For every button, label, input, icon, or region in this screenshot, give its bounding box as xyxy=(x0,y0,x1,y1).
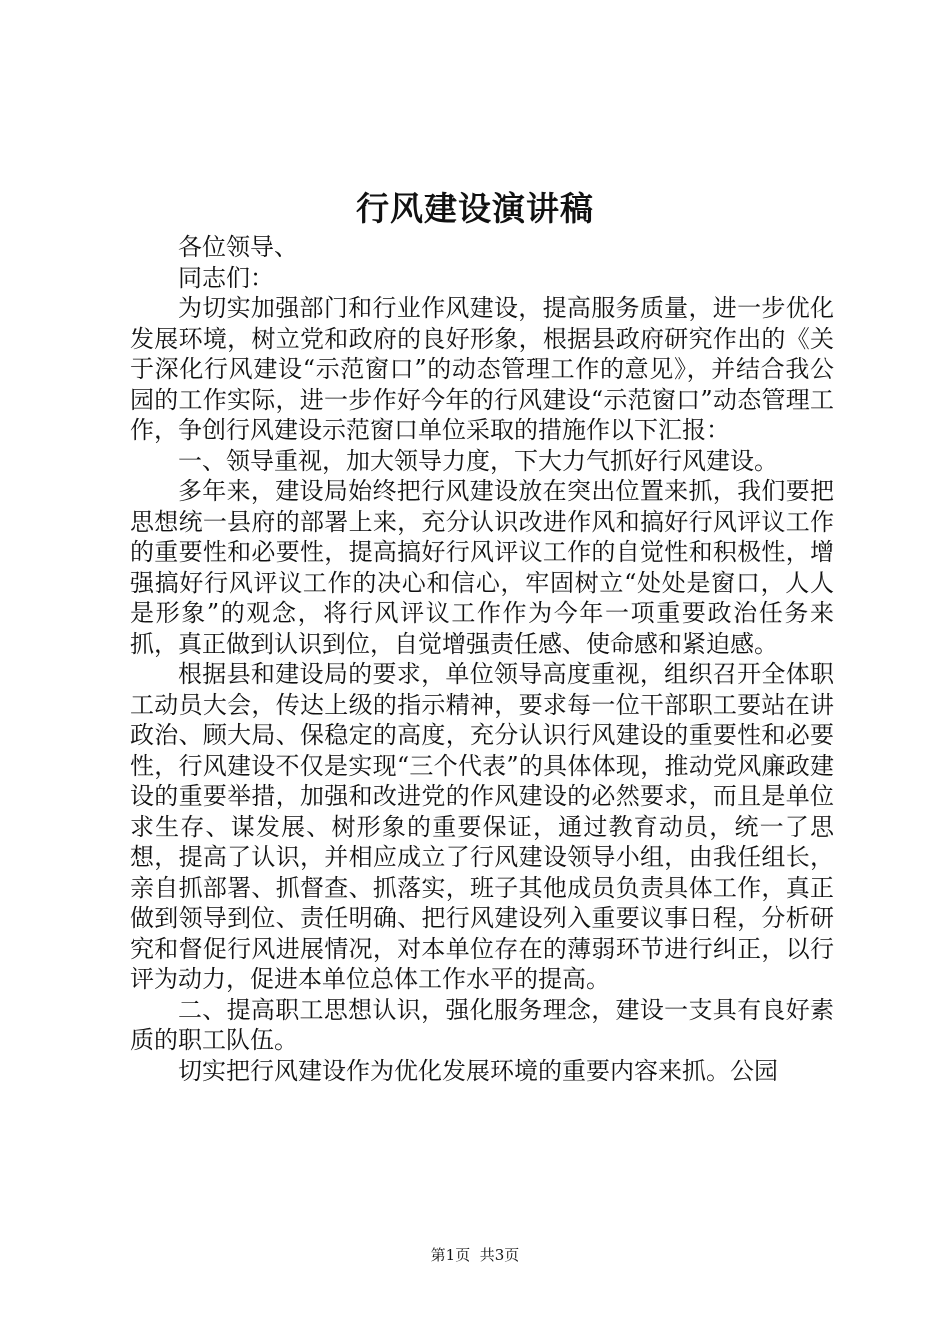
document-title: 行风建设演讲稿 xyxy=(356,189,594,228)
body-paragraph: 多年来，建设局始终把行风建设放在突出位置来抓，我们要把思想统一县府的部署上来，充分认识改进作风和搞好行风评议工作的重要性和必要性，提高搞好行风评议工作的自觉性和积极性，增强搞好行风评议工作的决心和信心，牢固树立“处处是窗口，人人是形象”的观念，将行风评议工作作为今年一项重要政治任务来抓，真正做到认识到位，自觉增强责任感、使命感和紧迫感。 xyxy=(130,477,834,658)
section-heading: 一、领导重视，加大领导力度，下大力气抓好行风建设。 xyxy=(178,446,778,475)
body-paragraph: 为切实加强部门和行业作风建设，提高服务质量，进一步优化发展环境，树立党和政府的良好形象，根据县政府研究作出的《关于深化行风建设“示范窗口”的动态管理工作的意见》，并结合我公园的工作实际，进一步作好今年的行风建设“示范窗口”动态管理工作，争创行风建设示范窗口单位采取的措施作以下汇报： xyxy=(130,294,834,444)
salutation-line: 同志们： xyxy=(178,263,274,292)
body-paragraph: 切实把行风建设作为优化发展环境的重要内容来抓。公园 xyxy=(178,1056,778,1085)
page-number: 第1页 xyxy=(430,1246,471,1264)
page-total: 共3页 xyxy=(479,1246,520,1264)
salutation-line: 各位领导、 xyxy=(178,233,298,261)
section-heading: 二、提高职工思想认识，强化服务理念，建设一支具有良好素质的职工队伍。 xyxy=(130,995,834,1054)
page-footer xyxy=(0,1244,950,1266)
document-body xyxy=(130,232,834,1086)
body-paragraph: 根据县和建设局的要求，单位领导高度重视，组织召开全体职工动员大会，传达上级的指示精神，要求每一位干部职工要站在讲政治、顾大局、保稳定的高度，充分认识行风建设的重要性和必要性，行风建设不仅是实现“三个代表”的具体体现，推动党风廉政建设的重要举措，加强和改进党的作风建设的必然要求，而且是单位求生存、谋发展、树形象的重要保证，通过教育动员，统一了思想，提高了认识，并相应成立了行风建设领导小组，由我任组长，亲自抓部署、抓督查、抓落实，班子其他成员负责具体工作，真正做到领导到位、责任明确、把行风建设列入重要议事日程，分析研究和督促行风进展情况，对本单位存在的薄弱环节进行纠正，以行评为动力，促进本单位总体工作水平的提高。 xyxy=(130,660,834,993)
